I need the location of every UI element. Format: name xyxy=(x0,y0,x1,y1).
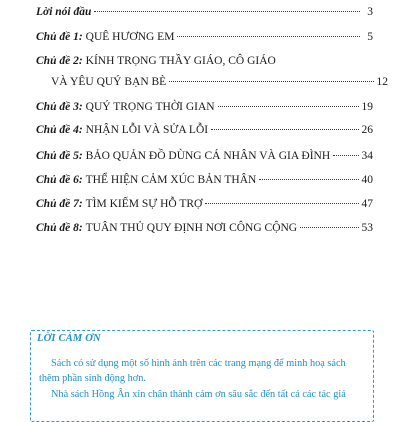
toc-entry-lead: Chủ đề 4: xyxy=(36,124,83,136)
toc-entry-lead: Chủ đề 1: xyxy=(36,31,83,43)
toc-entry-8[interactable] xyxy=(36,220,373,236)
acknowledgement-box xyxy=(30,330,374,422)
toc-entry-title: THỂ HIỆN CẢM XÚC BẢN THÂN xyxy=(85,174,257,186)
toc-entry-title-continued: VÀ YÊU QUÝ BẠN BÈ xyxy=(51,76,167,88)
toc-entry-4[interactable] xyxy=(36,122,373,138)
acknowledgement-text-line: Sách có sử dụng một số hình ảnh trên các trang mạng để minh hoạ sách xyxy=(51,358,346,369)
toc-page-number: 19 xyxy=(361,101,373,113)
toc-page-number: 40 xyxy=(361,174,373,186)
toc-entry-lead: Chủ đề 2: xyxy=(36,55,83,67)
toc-entry-lead: Chủ đề 5: xyxy=(36,150,83,162)
toc-entry-title: TUÂN THỦ QUY ĐỊNH NƠI CÔNG CỘNG xyxy=(85,222,298,234)
toc-page-number: 34 xyxy=(361,150,373,162)
toc-page-number: 53 xyxy=(361,222,373,234)
toc-entry-title: BẢO QUẢN ĐỒ DÙNG CÁ NHÂN VÀ GIA ĐÌNH xyxy=(85,150,331,162)
toc-entry-lead: Chủ đề 7: xyxy=(36,198,83,210)
toc-intro-row[interactable] xyxy=(36,4,373,20)
toc-leader-dots xyxy=(177,36,360,37)
toc-page-number: 5 xyxy=(367,31,373,43)
toc-page-number: 12 xyxy=(376,76,388,88)
toc-leader-dots xyxy=(218,106,359,107)
acknowledgement-text-line: Nhà sách Hồng Ân xin chân thành cảm ơn sâu sắc đến tất cả các tác giả xyxy=(51,389,346,400)
toc-entry-6[interactable] xyxy=(36,172,373,188)
toc-entry-title: KÍNH TRỌNG THẦY GIÁO, CÔ GIÁO xyxy=(85,55,276,67)
acknowledgement-text-line: thêm phần sinh động hơn. xyxy=(39,373,146,384)
toc-page-number: 26 xyxy=(361,124,373,136)
toc-leader-dots xyxy=(333,155,358,156)
toc-entry-title: QUÊ HƯƠNG EM xyxy=(85,31,175,43)
toc-leader-dots xyxy=(259,179,358,180)
toc-entry-lead: Chủ đề 8: xyxy=(36,222,83,234)
toc-leader-dots xyxy=(94,11,360,12)
toc-entry-7[interactable] xyxy=(36,196,373,212)
toc-page-number: 3 xyxy=(367,6,373,18)
toc-entry-title: QUÝ TRỌNG THỜI GIAN xyxy=(85,101,215,113)
toc-intro-label: Lời nói đầu xyxy=(36,6,92,18)
toc-page-number: 47 xyxy=(361,198,373,210)
toc-entry-3[interactable] xyxy=(36,99,373,115)
acknowledgement-title: LỜI CẢM ƠN xyxy=(37,333,101,344)
toc-leader-dots xyxy=(211,129,358,130)
toc-entry-lead: Chủ đề 3: xyxy=(36,101,83,113)
toc-entry-1[interactable] xyxy=(36,29,373,45)
toc-entry-2-continued[interactable] xyxy=(36,74,388,90)
toc-entry-lead: Chủ đề 6: xyxy=(36,174,83,186)
toc-entry-5[interactable] xyxy=(36,148,373,164)
toc-leader-dots xyxy=(300,227,358,228)
toc-leader-dots xyxy=(169,81,373,82)
toc-entry-title: TÌM KIẾM SỰ HỖ TRỢ xyxy=(85,198,203,210)
toc-leader-dots xyxy=(205,203,358,204)
toc-entry-2[interactable] xyxy=(36,53,373,69)
toc-entry-title: NHẬN LỖI VÀ SỬA LỖI xyxy=(85,124,209,136)
